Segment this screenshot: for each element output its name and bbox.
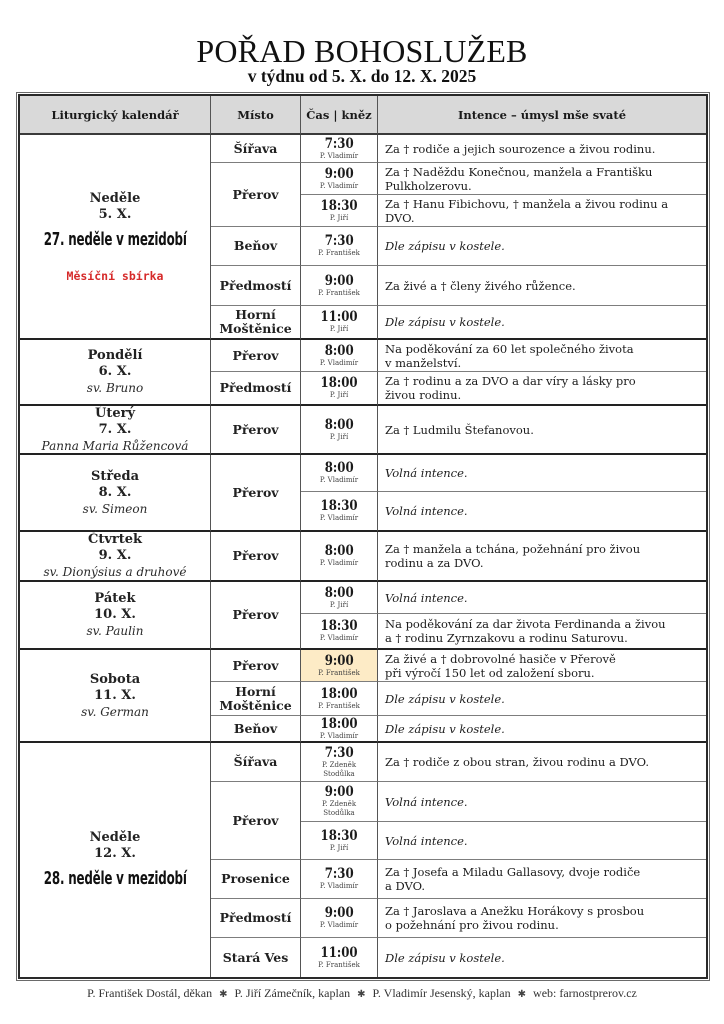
intention-cell: [378, 822, 706, 860]
mass-time: 8:00: [324, 584, 354, 601]
place-cell: [211, 406, 301, 455]
intention-cell: [378, 492, 706, 532]
intention-cell: [378, 743, 706, 782]
feast-title: 28. neděle v mezidobí: [43, 868, 187, 889]
day-date: 7. X.: [98, 421, 132, 437]
place-cell: [211, 582, 301, 650]
saint-name: sv. German: [81, 704, 149, 719]
time-cell: [301, 372, 378, 406]
mass-time: 18:30: [320, 197, 358, 214]
intention-cell: [378, 650, 706, 682]
day-name: Úterý: [94, 406, 135, 421]
priest-name: P. Jiří: [329, 843, 349, 852]
place-cell: [211, 782, 301, 860]
mass-time: 18:30: [320, 498, 358, 514]
mass-time: 18:30: [320, 827, 358, 844]
place-name: Horní Moštěnice: [219, 307, 292, 336]
place-cell: [211, 163, 301, 227]
intention-text: Dle zápisu v kostele.: [385, 950, 505, 965]
day-name: Neděle: [89, 190, 141, 206]
place-cell: [211, 743, 301, 782]
intention-text: Za † manžela a tchána, požehnání pro živou rodinu a za DVO.: [385, 542, 641, 570]
time-cell: [301, 682, 378, 716]
time-cell: [301, 227, 378, 266]
place-name: Přerov: [232, 347, 279, 363]
intention-text: Volná intence.: [385, 504, 468, 518]
intention-cell: [378, 227, 706, 266]
intention-cell: [378, 899, 706, 938]
time-cell: [301, 340, 378, 372]
day-name: Pondělí: [87, 348, 143, 363]
mass-time: 8:00: [324, 342, 354, 359]
place-name: Přerov: [232, 421, 279, 437]
priest-name: P. Zdeněk Stodůlka: [321, 760, 357, 778]
star-separator-icon: ✱: [517, 989, 527, 1000]
mass-time: 8:00: [324, 543, 354, 559]
intention-text: Za † rodiče a jejich sourozence a živou rodinu.: [385, 141, 656, 156]
time-cell: [301, 899, 378, 938]
place-name: Předmostí: [219, 277, 292, 293]
day-name: Neděle: [89, 830, 141, 845]
page-title: POŘAD BOHOSLUŽEB: [196, 33, 528, 69]
place-name: Přerov: [232, 812, 279, 828]
time-cell: [301, 860, 378, 899]
intention-text: Za † Hanu Fibichovu, † manžela a živou rodinu a DVO.: [385, 196, 669, 225]
priest-name: P. Vladimír: [319, 921, 359, 929]
intention-text: Volná intence.: [385, 833, 468, 848]
mass-time: 9:00: [324, 165, 354, 182]
footer: [0, 985, 724, 1003]
mass-time: 11:00: [320, 309, 358, 325]
priest-name: P. František: [318, 288, 360, 297]
day-cell: [20, 406, 211, 455]
place-name: Přerov: [232, 607, 279, 622]
mass-time: 7:30: [324, 744, 354, 761]
intention-cell: [378, 306, 706, 340]
day-date: 9. X.: [98, 548, 132, 563]
mass-time: 9:00: [324, 652, 354, 669]
time-cell: [301, 782, 378, 822]
schedule-table: [18, 94, 708, 979]
intention-text: Na poděkování za dar života Ferdinanda a živou a † rodinu Zyrnzakovu a rodinu Saturovu.: [385, 617, 666, 645]
place-cell: [211, 938, 301, 977]
mass-time: 9:00: [324, 784, 354, 800]
place-cell: [211, 135, 301, 163]
intention-text: Za † Ludmilu Štefanovou.: [385, 422, 534, 437]
feast-title: 27. neděle v mezidobí: [43, 228, 187, 250]
priest-name: P. Vladimír: [319, 476, 359, 484]
priest-name: P. Vladimír: [319, 882, 359, 890]
header-time-priest: Čas | kněz: [301, 96, 378, 135]
time-cell: [301, 532, 378, 582]
mass-time: 7:30: [324, 866, 354, 882]
place-cell: [211, 372, 301, 406]
time-cell: [301, 614, 378, 650]
intention-text: Za † rodiče z obou stran, živou rodinu a DVO.: [385, 755, 650, 769]
mass-time: 9:00: [324, 905, 354, 921]
intention-text: Dle zápisu v kostele.: [385, 691, 505, 706]
page-subtitle: v týdnu od 5. X. do 12. X. 2025: [247, 66, 477, 86]
intention-cell: [378, 532, 706, 582]
intention-cell: [378, 938, 706, 977]
intention-cell: [378, 860, 706, 899]
mass-time: 18:00: [320, 375, 358, 391]
place-name: Předmostí: [219, 910, 292, 925]
schedule-grid: [20, 96, 706, 977]
star-separator-icon: ✱: [219, 989, 228, 1000]
day-date: 5. X.: [98, 206, 132, 222]
header-calendar: Liturgický kalendář: [20, 96, 211, 135]
time-cell: [301, 455, 378, 492]
place-cell: [211, 860, 301, 899]
header-place: Místo: [211, 96, 301, 135]
intention-cell: [378, 455, 706, 492]
intention-cell: [378, 716, 706, 743]
place-name: Beňov: [233, 720, 278, 736]
place-name: Šířava: [233, 140, 278, 156]
place-cell: [211, 532, 301, 582]
mass-time: 18:00: [320, 685, 358, 702]
intention-text: Za † Naděždu Konečnou, manžela a Františku Pulkholzerovu.: [385, 164, 653, 193]
time-cell: [301, 492, 378, 532]
intention-cell: [378, 135, 706, 163]
time-cell: [301, 650, 378, 682]
saint-name: Panna Maria Růžencová: [41, 438, 189, 453]
priest-name: P. Jiří: [329, 391, 349, 399]
place-name: Předmostí: [219, 380, 292, 395]
place-name: Stará Ves: [222, 949, 289, 965]
priest-name: P. Jiří: [329, 600, 349, 609]
day-cell: [20, 650, 211, 743]
priest-name: P. Vladimír: [319, 731, 359, 740]
priest-name: P. Zdeněk Stodůlka: [321, 800, 357, 817]
priest-name: P. Jiří: [329, 325, 349, 333]
priest-name: P. František: [318, 960, 360, 969]
star-separator-icon: ✱: [357, 989, 366, 1000]
priest-name: P. Vladimír: [319, 181, 359, 190]
intention-text: Za † Josefa a Miladu Gallasovy, dvoje rodiče a DVO.: [385, 865, 641, 893]
intention-cell: [378, 340, 706, 372]
mass-time: 8:00: [324, 460, 354, 476]
intention-text: Dle zápisu v kostele.: [385, 239, 505, 253]
saint-name: sv. Simeon: [82, 501, 148, 516]
time-cell: [301, 266, 378, 306]
day-cell: [20, 532, 211, 582]
place-cell: [211, 899, 301, 938]
priest-name: P. Jiří: [329, 213, 349, 222]
day-cell: [20, 582, 211, 650]
footer-dean: P. František Dostál, děkan: [87, 986, 213, 1000]
intention-cell: [378, 782, 706, 822]
priest-name: P. František: [318, 668, 360, 677]
day-date: 6. X.: [98, 364, 132, 379]
footer-chaplain-vladimir: P. Vladimír Jesenský, kaplan: [372, 986, 511, 1000]
collection-note: Měsíční sbírka: [66, 268, 164, 283]
mass-time: 7:30: [324, 135, 354, 152]
intention-text: Volná intence.: [385, 794, 468, 809]
place-cell: [211, 227, 301, 266]
intention-text: Za † Jaroslava a Anežku Horákovy s prosbou o požehnání pro živou rodinu.: [385, 904, 645, 932]
time-cell: [301, 306, 378, 340]
place-cell: [211, 682, 301, 716]
place-name: Horní Moštěnice: [219, 683, 292, 713]
time-cell: [301, 163, 378, 195]
intention-text: Za † rodinu a za DVO a dar víry a lásky pro živou rodinu.: [385, 374, 636, 402]
place-cell: [211, 650, 301, 682]
time-cell: [301, 938, 378, 977]
day-name: Pátek: [94, 591, 136, 606]
priest-name: P. Vladimír: [319, 634, 359, 642]
day-cell: [20, 743, 211, 977]
place-name: Přerov: [232, 657, 279, 673]
footer-web-link[interactable]: web: farnostprerov.cz: [533, 986, 637, 1000]
intention-text: Volná intence.: [385, 590, 468, 605]
place-name: Přerov: [232, 186, 279, 202]
day-cell: [20, 135, 211, 340]
time-cell: [301, 743, 378, 782]
time-cell: [301, 195, 378, 227]
place-name: Beňov: [233, 238, 278, 253]
priest-name: P. František: [318, 249, 360, 257]
saint-name: sv. Bruno: [86, 381, 144, 395]
intention-cell: [378, 266, 706, 306]
saint-name: sv. Paulin: [86, 624, 144, 638]
day-date: 8. X.: [98, 484, 132, 500]
day-name: Středa: [90, 468, 140, 484]
day-name: Čtvrtek: [87, 532, 143, 547]
mass-time: 9:00: [324, 272, 354, 289]
day-cell: [20, 455, 211, 532]
priest-name: P. Vladimír: [319, 358, 359, 367]
intention-text: Za živé a † dobrovolné hasiče v Přerově při výročí 150 let od založení sboru.: [385, 651, 616, 680]
place-name: Přerov: [232, 548, 279, 563]
header-intention: Intence – úmysl mše svaté: [378, 96, 706, 135]
priest-name: P. Vladimír: [319, 559, 359, 567]
mass-time: 18:30: [320, 618, 358, 634]
place-cell: [211, 266, 301, 306]
priest-name: P. Vladimír: [319, 151, 359, 160]
day-date: 11. X.: [94, 687, 136, 703]
place-cell: [211, 340, 301, 372]
time-cell: [301, 822, 378, 860]
footer-chaplain-jiri: P. Jiří Zámečník, kaplan: [234, 986, 351, 1000]
day-name: Sobota: [89, 671, 141, 687]
intention-text: Dle zápisu v kostele.: [385, 721, 505, 736]
intention-text: Dle zápisu v kostele.: [385, 315, 505, 329]
intention-cell: [378, 614, 706, 650]
priest-name: P. Vladimír: [319, 514, 359, 522]
intention-cell: [378, 682, 706, 716]
mass-time: 8:00: [324, 416, 354, 433]
place-name: Prosenice: [221, 871, 290, 886]
mass-time: 11:00: [320, 944, 358, 961]
time-cell: [301, 406, 378, 455]
saint-name: sv. Dionýsius a druhové: [43, 565, 187, 579]
mass-time: 7:30: [324, 233, 354, 249]
day-date: 12. X.: [94, 846, 136, 861]
priest-name: P. František: [318, 701, 360, 710]
place-cell: [211, 716, 301, 743]
time-cell: [301, 716, 378, 743]
time-cell: [301, 135, 378, 163]
place-cell: [211, 455, 301, 532]
place-cell: [211, 306, 301, 340]
mass-time: 18:00: [320, 716, 358, 732]
place-name: Šířava: [233, 754, 278, 769]
intention-text: Za živé a † členy živého růžence.: [385, 278, 576, 293]
intention-cell: [378, 372, 706, 406]
intention-cell: [378, 406, 706, 455]
time-cell: [301, 582, 378, 614]
place-name: Přerov: [232, 484, 279, 500]
day-date: 10. X.: [94, 607, 136, 622]
intention-cell: [378, 582, 706, 614]
day-cell: [20, 340, 211, 406]
priest-name: P. Jiří: [329, 432, 349, 441]
intention-text: Volná intence.: [385, 466, 468, 480]
intention-cell: [378, 195, 706, 227]
intention-text: Na poděkování za 60 let společného života v manželství.: [385, 341, 634, 370]
intention-cell: [378, 163, 706, 195]
